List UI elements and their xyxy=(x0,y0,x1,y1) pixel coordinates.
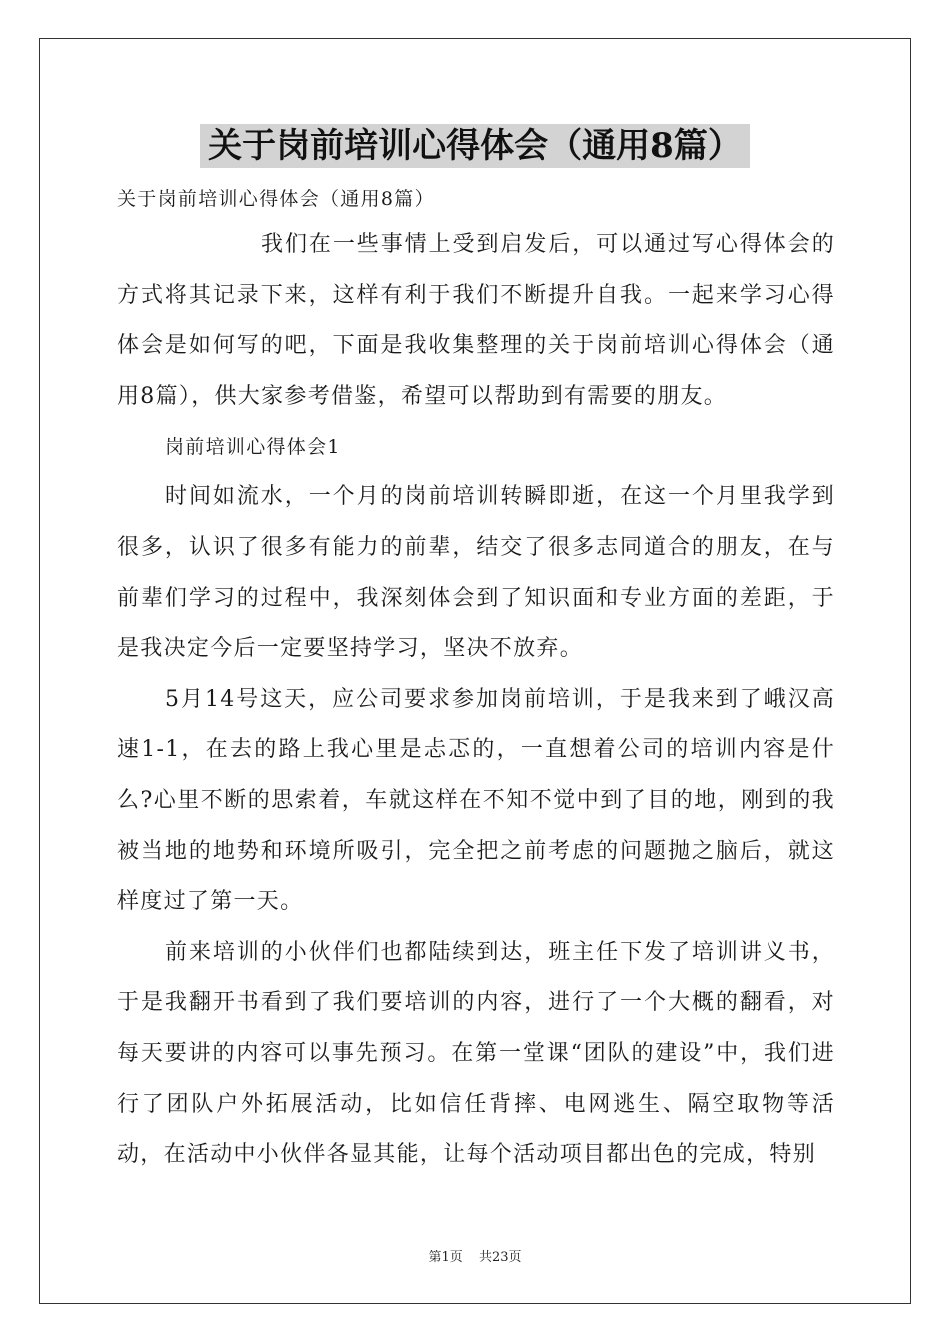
page-number: 第1页 xyxy=(428,1250,463,1265)
body-paragraph-1: 时间如流水，一个月的岗前培训转瞬即逝，在这一个月里我学到很多，认识了很多有能力的前辈，结交了很多志同道合的朋友，在与前辈们学习的过程中，我深刻体会到了知识面和专业方面的差距，于是我决定今后一定要坚持学习，坚决不放弃。 xyxy=(117,484,835,662)
section-heading: 岗前培训心得体会1 xyxy=(165,436,341,459)
page-total: 共23页 xyxy=(478,1250,522,1265)
body-paragraph-3: 前来培训的小伙伴们也都陆续到达，班主任下发了培训讲义书，于是我翻开书看到了我们要培训的内容，进行了一个大概的翻看，对每天要讲的内容可以事先预习。在第一堂课“团队的建设”中，我们进行了团队户外拓展活动，比如信任背摔、电网逃生、隔空取物等活动，在活动中小伙伴各显其能，让每个活动项目都出色的完成，特别 xyxy=(117,939,835,1168)
intro-paragraph: 我们在一些事情上受到启发后，可以通过写心得体会的方式将其记录下来，这样有利于我们不断提升自我。一起来学习心得体会是如何写的吧，下面是我收集整理的关于岗前培训心得体会（通用8篇），供大家参考借鉴，希望可以帮助到有需要的朋友。 xyxy=(117,232,835,409)
document-title: 关于岗前培训心得体会（通用8篇） xyxy=(200,124,750,168)
page-footer xyxy=(0,1246,950,1265)
title-container xyxy=(0,124,950,168)
document-body xyxy=(117,178,835,1181)
body-paragraph-2: 5月14号这天，应公司要求参加岗前培训，于是我来到了峨汉高速1-1，在去的路上我心里是忐忑的，一直想着公司的培训内容是什么?心里不断的思索着，车就这样在不知不觉中到了目的地，刚到的我被当地的地势和环境所吸引，完全把之前考虑的问题抛之脑后，就这样度过了第一天。 xyxy=(117,686,835,915)
document-subtitle: 关于岗前培训心得体会（通用8篇） xyxy=(117,188,435,210)
